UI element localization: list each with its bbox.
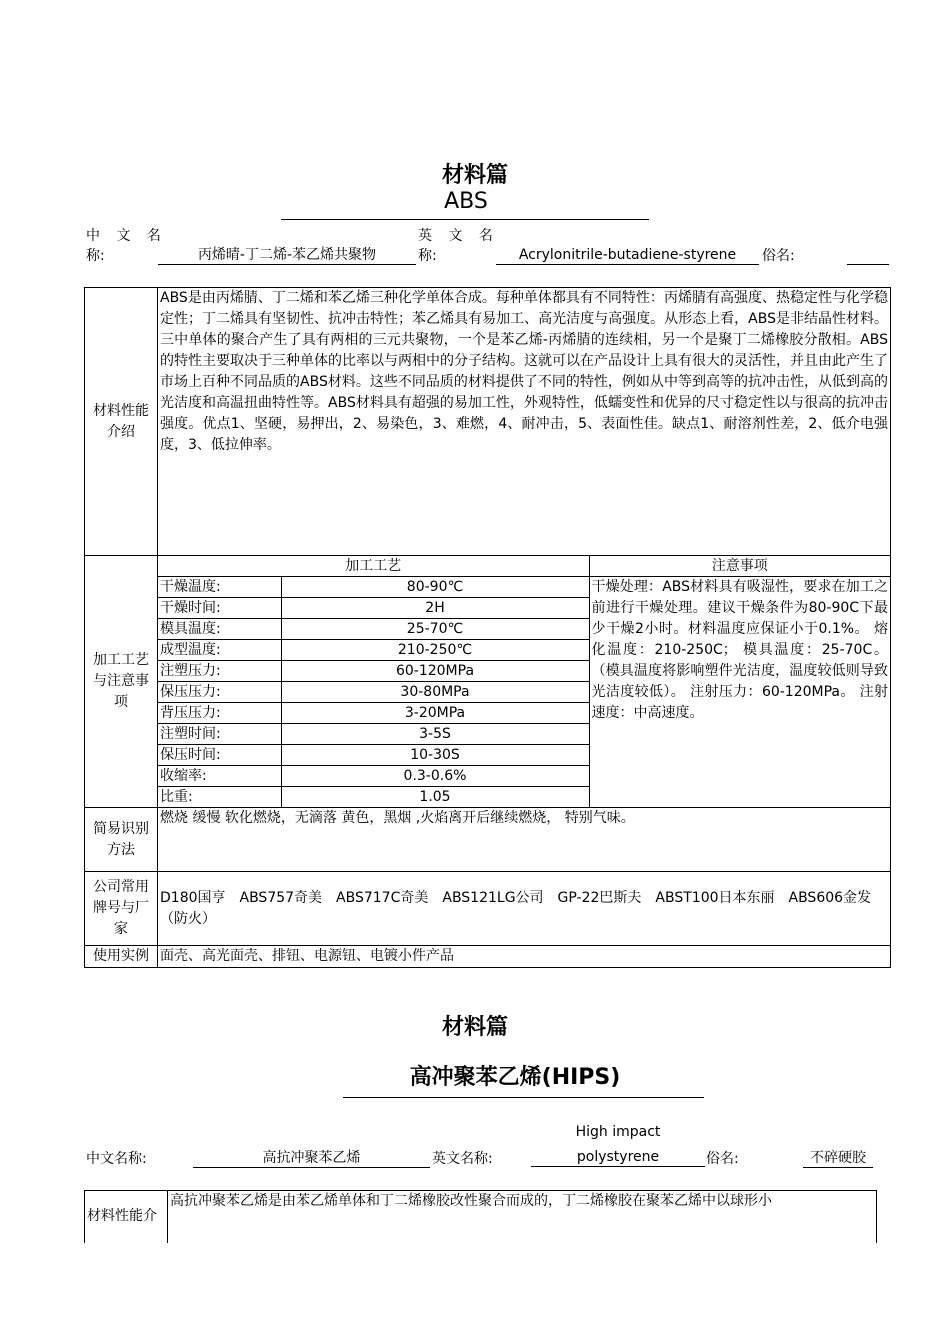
- hips-intro-text: 高抗冲聚苯乙烯是由苯乙烯单体和丁二烯橡胶改性聚合而成的，丁二烯橡胶在聚苯乙烯中以球形小: [168, 1191, 877, 1243]
- process-value: 2H: [281, 598, 589, 619]
- process-key: 比重:: [158, 787, 281, 808]
- process-value: 0.3-0.6%: [281, 766, 589, 787]
- brand-head: 公司常用牌号与厂家: [85, 872, 158, 946]
- hips-en-name-label: 英文名称:: [432, 1151, 493, 1167]
- usage-head: 使用实例: [85, 946, 158, 968]
- process-value: 3-5S: [281, 724, 589, 745]
- process-value: 210-250℃: [281, 640, 589, 661]
- intro-head: 材料性能介绍: [85, 288, 158, 556]
- abs-properties-table: [84, 287, 891, 968]
- process-key: 保压压力:: [158, 682, 281, 703]
- process-table: [158, 556, 890, 807]
- cn-name-value: 丙烯晴-丁二烯-苯乙烯共聚物: [158, 246, 416, 265]
- alias-value: [847, 246, 889, 265]
- process-key: 注塑时间:: [158, 724, 281, 745]
- identify-head: 简易识别方法: [85, 808, 158, 872]
- process-value: 10-30S: [281, 745, 589, 766]
- intro-text: ABS是由丙烯腈、丁二烯和苯乙烯三种化学单体合成。每种单体都具有不同特性：丙烯腈有高强度、热稳定性与化学稳定性；丁二烯具有坚韧性、抗冲击特性；苯乙烯具有易加工、高光洁度与高强度。从形态上看，ABS是非结晶性材料。三中单体的聚合产生了具有两相的三元共聚物，一个是苯乙烯-丙烯腈的连续相，另一个是聚丁二烯橡胶分散相。ABS的特性主要取决于三种单体的比率以与两相中的分子结构。这就可以在产品设计上具有很大的灵活性，并且由此产生了市场上百种不同品质的ABS材料。这些不同品质的材料提供了不同的特性，例如从中等到高等的抗冲击性，从低到高的光洁度和高温扭曲特性等。ABS材料具有超强的易加工性，外观特性，低蠕变性和优异的尺寸稳定性以与很高的抗冲击强度。优点1、坚硬，易押出，2、易染色，3、难燃，4、耐冲击，5、表面性佳。缺点1、耐溶剂性差，2、低介电强度，3、低拉伸率。: [158, 288, 891, 556]
- en-name-label-2: 称:: [418, 248, 437, 264]
- hips-alias-value: 不碎硬胶: [803, 1149, 873, 1168]
- en-name-label: 英 文 名: [418, 228, 499, 244]
- process-key: 注塑压力:: [158, 661, 281, 682]
- hips-cn-name-label: 中文名称:: [86, 1151, 147, 1167]
- page-title: 材料篇: [441, 163, 508, 188]
- process-value: 25-70℃: [281, 619, 589, 640]
- process-key: 保压时间:: [158, 745, 281, 766]
- hips-properties-table: [84, 1190, 877, 1243]
- brand-text: D180国亨 ABS757奇美 ABS717C奇美 ABS121LG公司 GP-22巴斯夫 ABST100日本东丽 ABS606金发（防火）: [158, 872, 891, 946]
- process-key: 干燥时间:: [158, 598, 281, 619]
- hips-alias-label: 俗名:: [706, 1151, 739, 1167]
- en-name-value: Acrylonitrile-butadiene-styrene: [496, 246, 759, 265]
- process-head: 加工工艺与注意事项: [85, 556, 158, 808]
- process-value: 30-80MPa: [281, 682, 589, 703]
- process-value: 1.05: [281, 787, 589, 808]
- hips-cn-name-value: 高抗冲聚苯乙烯: [193, 1149, 430, 1168]
- cn-name-label-2: 称:: [86, 248, 105, 264]
- material-subtitle: ABS: [444, 189, 488, 214]
- process-key: 收缩率:: [158, 766, 281, 787]
- process-key: 背压压力:: [158, 703, 281, 724]
- process-value: 3-20MPa: [281, 703, 589, 724]
- page-title-2: 材料篇: [441, 1015, 508, 1040]
- usage-text: 面壳、高光面壳、排钮、电源钮、电镀小件产品: [158, 946, 891, 968]
- process-key: 干燥温度:: [158, 577, 281, 598]
- material-subtitle-2: 高冲聚苯乙烯(HIPS): [409, 1065, 621, 1090]
- process-value: 80-90℃: [281, 577, 589, 598]
- notes-text: 干燥处理：ABS材料具有吸湿性，要求在加工之前进行干燥处理。建议干燥条件为80-90C下最少干燥2小时。材料温度应保证小于0.1%。 熔化温度：210-250C； 模具温度：25-70C。（模具温度将影响塑件光洁度，温度较低则导致光洁度较低）。 注射压力：60-120MPa。 注射速度：中高速度。: [589, 577, 890, 808]
- notes-col-head: 注意事项: [589, 556, 890, 577]
- hips-intro-head: 材料性能介: [85, 1191, 168, 1243]
- process-col-head: 加工工艺: [158, 556, 589, 577]
- title-underline-2: [343, 1097, 704, 1098]
- hips-en-name-line2: polystyrene: [531, 1148, 705, 1167]
- process-value: 60-120MPa: [281, 661, 589, 682]
- process-key: 成型温度:: [158, 640, 281, 661]
- cn-name-label: 中 文 名: [86, 228, 167, 244]
- title-underline: [281, 219, 649, 220]
- hips-en-name-line1: High impact: [575, 1124, 661, 1140]
- process-key: 模具温度:: [158, 619, 281, 640]
- alias-label: 俗名:: [762, 248, 795, 264]
- identify-text: 燃烧 缓慢 软化燃烧，无滴落 黄色，黑烟 ,火焰离开后继续燃烧， 特别气味。: [158, 808, 891, 872]
